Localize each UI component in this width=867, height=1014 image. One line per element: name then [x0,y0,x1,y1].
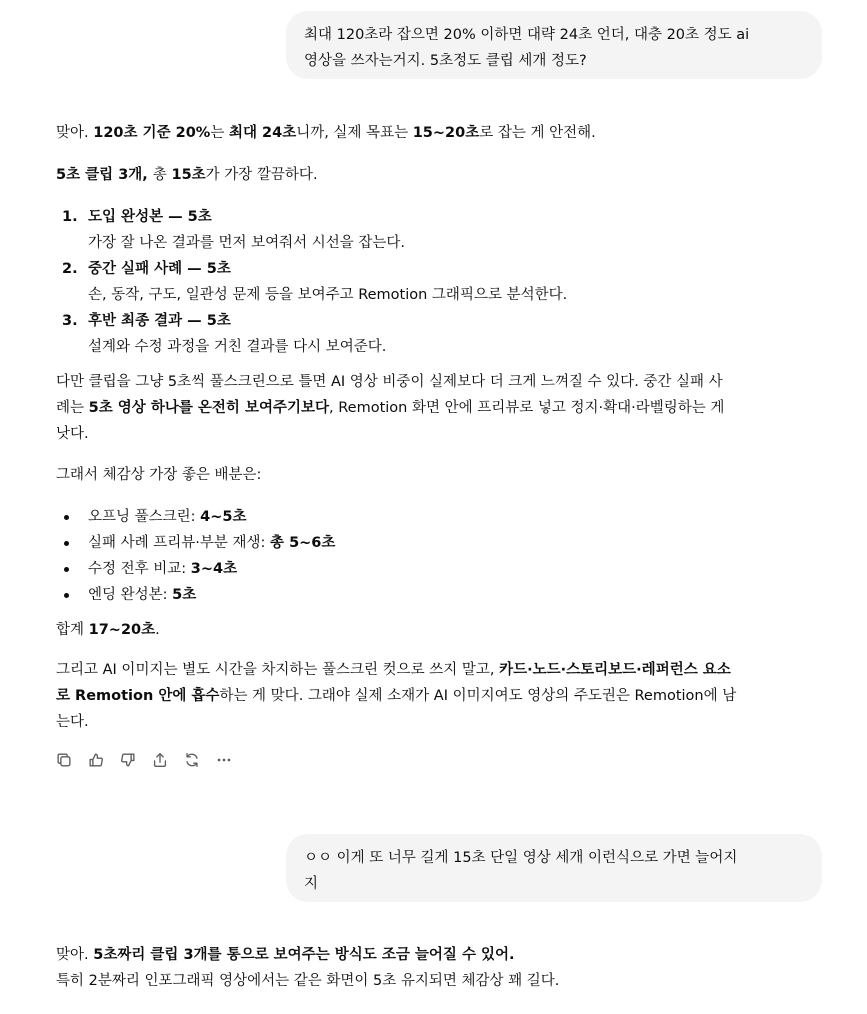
bullet-list-item [56,556,836,582]
more-options-button[interactable] [214,750,234,770]
thumbs-up-icon [87,751,105,769]
text: 례는 [56,400,89,416]
regenerate-button[interactable] [182,750,202,770]
bold-text: 3~4초 [190,561,238,577]
text-line: 특히 2분짜리 인포그래픽 영상에서는 같은 화면이 5초 유지되면 체감상 꽤 길다. [56,973,560,989]
list-item-title: 후반 최종 결과 — 5초 [88,313,231,329]
bold-text: 5초짜리 클립 3개를 통으로 보여주는 방식도 조금 늘어질 수 있어. [93,947,515,963]
share-button[interactable] [150,750,170,770]
user-message-line: 최대 120초라 잡으면 20% 이하면 대략 24초 언더, 대충 20초 정도 ai [304,27,750,43]
user-message-bubble [286,11,822,79]
text: 니까, 실제 목표는 [296,125,413,141]
user-message-line: 지 [304,876,319,892]
list-number: 3. [62,313,78,329]
text: 수정 전후 비교: [88,561,191,577]
text-line: 는다. [56,714,89,730]
text: 로 잡는 게 안전해. [479,125,596,141]
bold-text: 카드·노드·스토리보드·레퍼런스 요소 [499,662,731,678]
text: 하는 게 맞다. 그래야 실제 소재가 AI 이미지여도 영상의 주도권은 Remotion에 남 [219,688,737,704]
user-message-line: ㅇㅇ 이게 또 너무 길게 15초 단일 영상 세개 이런식으로 가면 늘어지 [304,850,738,866]
bold-text: 15~20초 [412,125,480,141]
text: 그리고 AI 이미지는 별도 시간을 차지하는 풀스크린 컷으로 쓰지 말고, [56,662,500,678]
text: . [155,622,160,638]
bullet-list-item [56,504,836,530]
bold-text: 총 5~6초 [270,535,336,551]
bold-text: 로 Remotion 안에 흡수 [56,688,220,704]
list-item-title: 중간 실패 사례 — 5초 [88,261,231,277]
copy-icon [55,751,73,769]
text: 맞아. [56,125,94,141]
thumbs-down-icon [119,751,137,769]
list-number: 2. [62,261,78,277]
bold-text: 5초 영상 하나를 온전히 보여주기보다 [88,400,330,416]
list-item-title: 도입 완성본 — 5초 [88,209,212,225]
bad-response-button[interactable] [118,750,138,770]
text: 엔딩 완성본: [88,587,173,603]
text: 실패 사례 프리뷰·부분 재생: [88,535,271,551]
bullet-list-item [56,582,836,608]
bold-text: 120초 기준 20% [93,125,211,141]
reply-paragraph [56,617,836,643]
good-response-button[interactable] [86,750,106,770]
bold-text: 5초 [172,587,197,603]
text: 맞아. [56,947,94,963]
text: 오프닝 풀스크린: [88,509,201,525]
text: 는 [210,125,229,141]
user-message-line: 영상을 쓰자는거지. 5초정도 클립 세개 정도? [304,53,587,69]
more-icon [215,751,233,769]
text-line: 다만 클립을 그냥 5초씩 풀스크린으로 틀면 AI 영상 비중이 실제보다 더 크게 느껴질 수 있다. 중간 실패 사 [56,374,723,390]
bold-text: 17~20초 [88,622,156,638]
text: 총 [152,167,172,183]
reply-paragraph [56,369,836,447]
message-action-bar [54,750,234,772]
bullet-dot [64,593,69,598]
bold-text: 15초 [171,167,206,183]
reply-paragraph: 그래서 체감상 가장 좋은 배분은: [56,467,262,483]
reply-paragraph [56,120,836,146]
reply-paragraph [56,162,836,188]
list-number: 1. [62,209,78,225]
text: , Remotion 화면 안에 프리뷰로 넣고 정지·확대·라벨링하는 게 [329,400,725,416]
bullet-list-item [56,530,836,556]
bullet-dot [64,515,69,520]
reply-paragraph [56,942,836,994]
list-item-description: 손, 동작, 구도, 일관성 문제 등을 보여주고 Remotion 그래픽으로 분석한다. [88,287,568,303]
bullet-dot [64,567,69,572]
bold-text: 4~5초 [200,509,247,525]
bullet-dot [64,541,69,546]
text: 합계 [56,622,89,638]
reply-paragraph [56,657,836,735]
copy-button[interactable] [54,750,74,770]
regenerate-icon [183,751,201,769]
list-item-description: 설계와 수정 과정을 거친 결과를 다시 보여준다. [88,339,387,355]
bold-text: 5초 클립 3개, [56,167,153,183]
user-message-bubble [286,834,822,902]
text-line: 낫다. [56,426,89,442]
bold-text: 최대 24초 [228,125,297,141]
share-icon [151,751,169,769]
text: 가 가장 깔끔하다. [205,167,318,183]
list-item-description: 가장 잘 나온 결과를 먼저 보여줘서 시선을 잡는다. [88,235,406,251]
